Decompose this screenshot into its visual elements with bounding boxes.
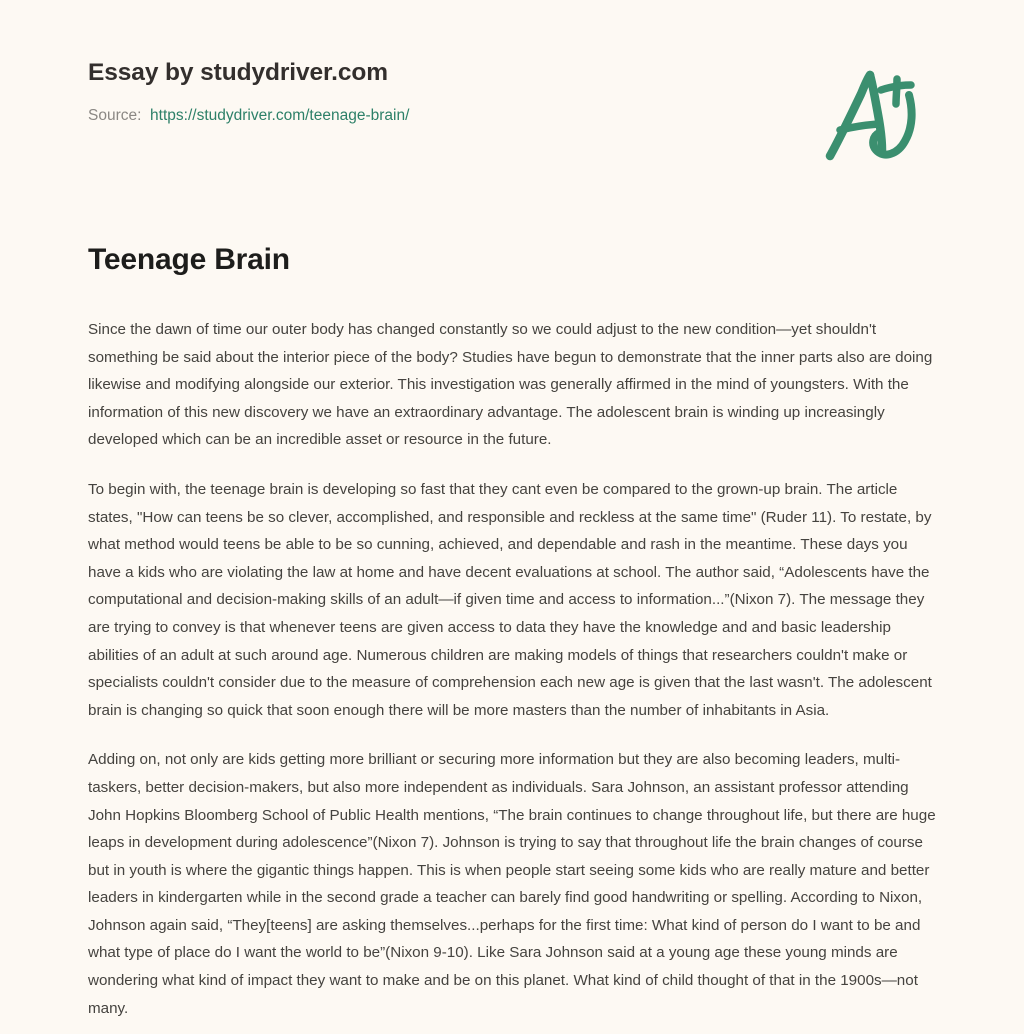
page-header	[0, 0, 1024, 190]
article-paragraph: Since the dawn of time our outer body has changed constantly so we could adjust to the new condition—yet shouldn't something be said about the interior piece of the body? Studies have begun to demonstrate that the inner parts also are doing likewise and modifying alongside our exterior. This investigation was generally affirmed in the mind of youngsters. With the information of this new discovery we have an extraordinary advantage. The adolescent brain is winding up increasingly developed which can be an incredible asset or resource in the future.	[88, 321, 933, 449]
page-title: Teenage Brain	[88, 243, 290, 276]
article-paragraph: To begin with, the teenage brain is developing so fast that they cant even be compared to the grown-up brain. The article states, "How can teens be so clever, accomplished, and responsible and reckless at the same time" (Ruder 11). To restate, by what method would teens be able to be so cunning, achieved, and dependable and rash in the meantime. These days you have a kids who are violating the law at home and have decent evaluations at school. The author said, “Adolescents have the computational and decision-making skills of an adult—if given time and access to information...”(Nixon 7). The message they are trying to convey is that whenever teens are given access to data they have the knowledge and and basic leadership abilities of an adult at such around age. Numerous children are making models of things that researchers couldn't make or specialists couldn't consider due to the measure of comprehension each new age is given that the last wasn't. The adolescent brain is changing so quick that soon enough there will be more masters than the number of inhabitants in Asia.	[88, 480, 932, 719]
brand-byline: Essay by studydriver.com	[88, 59, 388, 86]
article	[88, 242, 936, 1022]
header-text-block	[88, 58, 788, 126]
source-label: Source:	[88, 106, 142, 124]
article-body	[88, 316, 936, 1022]
studydriver-logo[interactable]	[818, 62, 938, 170]
article-paragraph: Adding on, not only are kids getting more brilliant or securing more information but they are also becoming leaders, multi-taskers, better decision-makers, but also more independent as individuals. Sara Johnson, an assistant professor attending John Hopkins Bloomberg School of Public Health mentions, “The brain continues to change throughout life, but there are huge leaps in development during adolescence”(Nixon 7). Johnson is trying to say that throughout life the brain changes of course but in youth is where the gigantic things happen. This is when people start seeing some kids who are really mature and better leaders in kindergarten while in the second grade a teacher can barely find good handwriting or spelling. According to Nixon, Johnson again said, “They[teens] are asking themselves...perhaps for the first time: What kind of person do I want to be and what type of place do I want the world to be”(Nixon 9-10). Like Sara Johnson said at a young age these young minds are wondering what kind of impact they want to make and be on this planet. What kind of child thought of that in the 1900s—not many.	[88, 751, 936, 1017]
a-plus-logo-icon	[818, 62, 938, 170]
source-url-link[interactable]: https://studydriver.com/teenage-brain/	[150, 106, 410, 124]
source-line	[88, 106, 788, 126]
